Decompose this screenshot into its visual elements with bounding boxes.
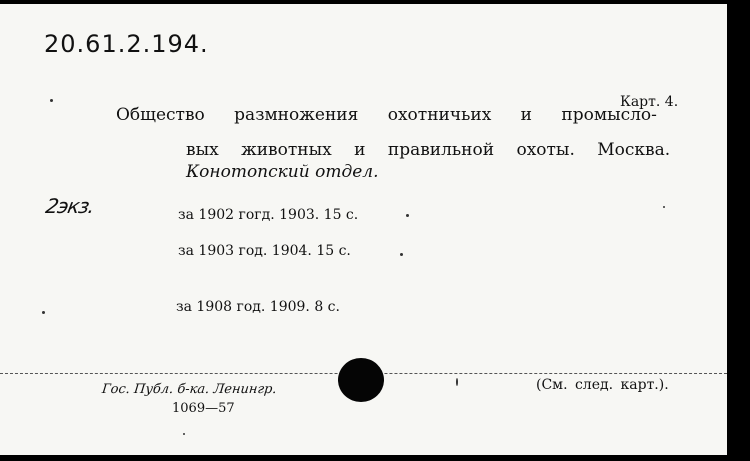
title-line-1: Общество размножения охотничьих и промысло-	[116, 105, 657, 125]
dust-speck	[50, 99, 53, 102]
title-line-2: вых животных и правильной охоты. Москва.	[186, 140, 671, 160]
dust-speck	[183, 433, 185, 435]
issue-entry: за 1903 год. 1904. 15 с.	[178, 243, 351, 259]
punch-hole	[338, 358, 384, 402]
dust-speck	[456, 378, 458, 386]
print-code: 1069—57	[172, 401, 235, 416]
title-line-3: Конотопский отдел.	[186, 162, 379, 182]
card-number-label: Карт. 4.	[620, 94, 679, 110]
scan-border-bottom	[0, 455, 750, 461]
dust-speck	[400, 253, 403, 256]
scan-border-right	[727, 0, 750, 461]
issue-entry: за 1902 гогд. 1903. 15 с.	[178, 207, 359, 223]
see-next-card-note: (См. след. карт.).	[536, 377, 669, 393]
call-number: 20.61.2.194.	[44, 30, 209, 58]
publisher-imprint: Гос. Публ. б-ка. Ленингр.	[101, 382, 278, 397]
dust-speck	[42, 311, 45, 314]
dust-speck	[406, 214, 409, 217]
issue-entry: за 1908 год. 1909. 8 с.	[176, 299, 340, 315]
dust-speck	[663, 206, 665, 208]
scan-border-top	[0, 0, 750, 4]
copies-note: 2экз.	[43, 194, 96, 218]
